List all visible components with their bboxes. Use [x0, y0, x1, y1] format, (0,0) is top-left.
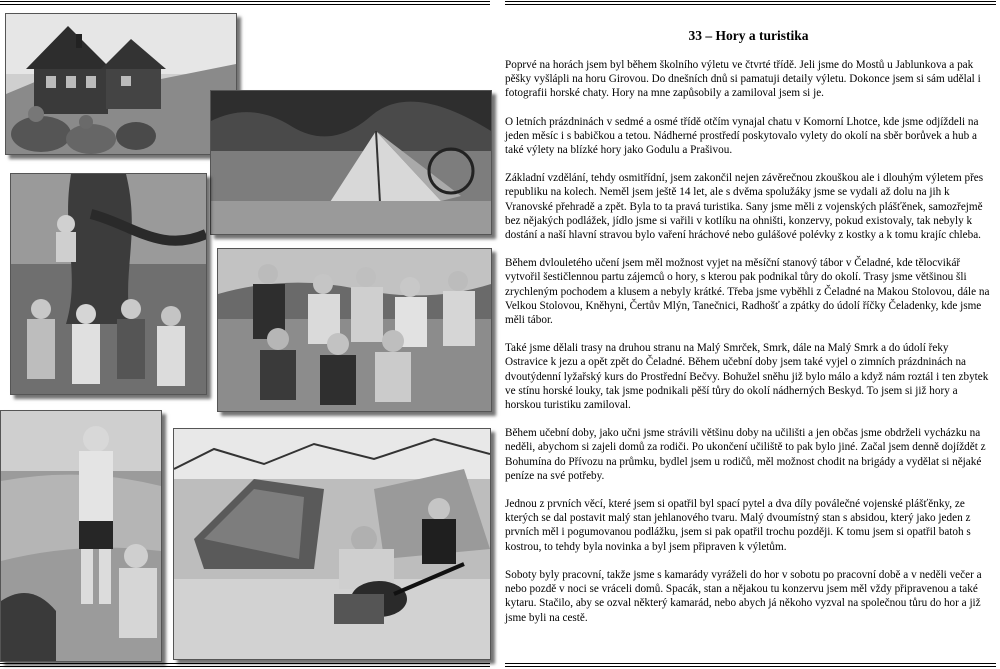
text-column: [505, 28, 992, 639]
paragraph-4: Během dvlouletého učení jsem měl možnost vyjet na měsíční stanový tábor v Čeladné, kde tělocvikář vytvořil šestičlennou partu zájemců o hory, s kterou pak podnikal tůry do okolí. Trasy jsme většinou šli zrychleným pochodem a klusem a nebyly krátké. Třeba jsme vyběhli z Čeladné na Makou Stolovou, dále na Velkou Stolovou, Kněhyni, Čertův Mlýn, Tanečnici, Radhošť a zpátky do údolí říčky Čeladenky, kde jsme měli tábor.: [505, 257, 990, 327]
bottom-rule-right-2: [505, 666, 996, 667]
paragraph-1: Poprvé na horách jsem byl během školního výletu ve čtvrté třídě. Jeli jsme do Mostů u Jablunkova a pak pěšky vyšlápli na horu Girovou. Do dnešních dnů si pamatuji detaily výletu. Dokonce jsem si sám udělal i fotografii horské chaty. Hory na mne zapůsobily a zamiloval jsem si je.: [505, 59, 981, 100]
paragraph-3: Základní vzdělání, tehdy osmitřídní, jsem zakončil nejen závěrečnou zkouškou ale i dlouhým výletem přes republiku na kolech. Neměl jsem ještě 14 let, ale s dvěma spolužáky jsme se vydali až dolu na jih k Vranovské přehradě a zpět. Byla to ta pravá turistika. Sany jsme měli z vojenských plášťěnek, samozřejmě bez nějakých podlážek, jídlo jsme si vařili v kotlíku na ohništi, konzervy, pokud existovaly, tak nebyly k dostání a naší hlavní stravou bylo vaření hráchové nebo gulášové polévky z kostky a k tomu krajíc chleba.: [505, 172, 984, 242]
paragraph-7: Jednou z prvních věcí, které jsem si opatřil byl spací pytel a dva díly poválečné vojenské plášťěnky, ze kterých se dal postavit malý stan jehlanového tvaru. Malý dvoumístný stan s absidou, který jako jeden z prvních měl i pogumovanou podlážku, jsem si pak opatřil trochu později. K tomu jsem si opatřil batoh s kostrou, to tehdy byla novinka a byl jsem připraven k výletům.: [505, 498, 971, 553]
page-title: 33 – Hory a turistika: [688, 28, 809, 43]
paragraph-2: O letních prázdninách v sedmé a osmé třídě otčím vynajal chatu v Komorní Lhotce, kde jsme odjíždeli na jeden měsíc i s babičkou a tetou. Nádherné prostředí poskytovalo vylety do okolí na sběr borůvek a hub a také výlety na blízké hory jako Godulu a Prašivou.: [505, 115, 979, 157]
top-rule-right: [505, 1, 996, 2]
guitar-camp-photo: [173, 428, 491, 660]
river-swimmers-photo: [0, 410, 162, 662]
bottom-rule-right: [505, 663, 996, 664]
tent-camp-photo: [210, 90, 492, 235]
group-by-tree-photo: [10, 173, 207, 395]
top-rule-right-2: [505, 4, 996, 5]
mountain-chalet-photo: [5, 13, 237, 155]
group-of-boys-photo: [217, 248, 492, 412]
paragraph-5: Také jsme dělali trasy na druhou stranu na Malý Smrček, Smrk, dále na Malý Smrk a do údolí řeky Ostravice k jezu a opět zpět do Čeladné. Během učební doby jsem také vyjel o zimních prázdninách na dvoutýdenní lyžařský kurs do Prostřední Bečvy. Bohužel sněhu již bylo málo a když nám roztál i ten zbytek ve stínu horské louky, tak jsme podnikali pěší tůry do okolí nádherných Beskyd. To jsem si již hory a horskou turistiku zamiloval.: [505, 342, 989, 412]
photo-collage: [0, 0, 495, 669]
paragraph-8: Soboty byly pracovní, takže jsme s kamarády vyráželi do hor v sobotu po pracovní době a v neděli večer a nebo pozdě v noci se vráceli domů. Spacák, stan a nějakou tu konzervu jsem měl vždy připravenou a také kytaru. Stačilo, aby se ozval některý kamarád, nebo abych já někoho vyzval na společnou tůru do hor a již jsme byli na cestě.: [505, 568, 982, 624]
paragraph-6: Během učební doby, jako učni jsme strávili většinu doby na učilišti a jen občas jsme obdrželi vycházku na neděli, abychom si zajeli domů za rodiči. Po ukončení učiliště to pak bylo jiné. Začal jsem denně dojíždět z Bohumína do Přívozu na průmku, bydlel jsem u rodičů, měl možnost chodit na brigády a vydělat si nějaké peníze na své potřeby.: [505, 427, 986, 482]
